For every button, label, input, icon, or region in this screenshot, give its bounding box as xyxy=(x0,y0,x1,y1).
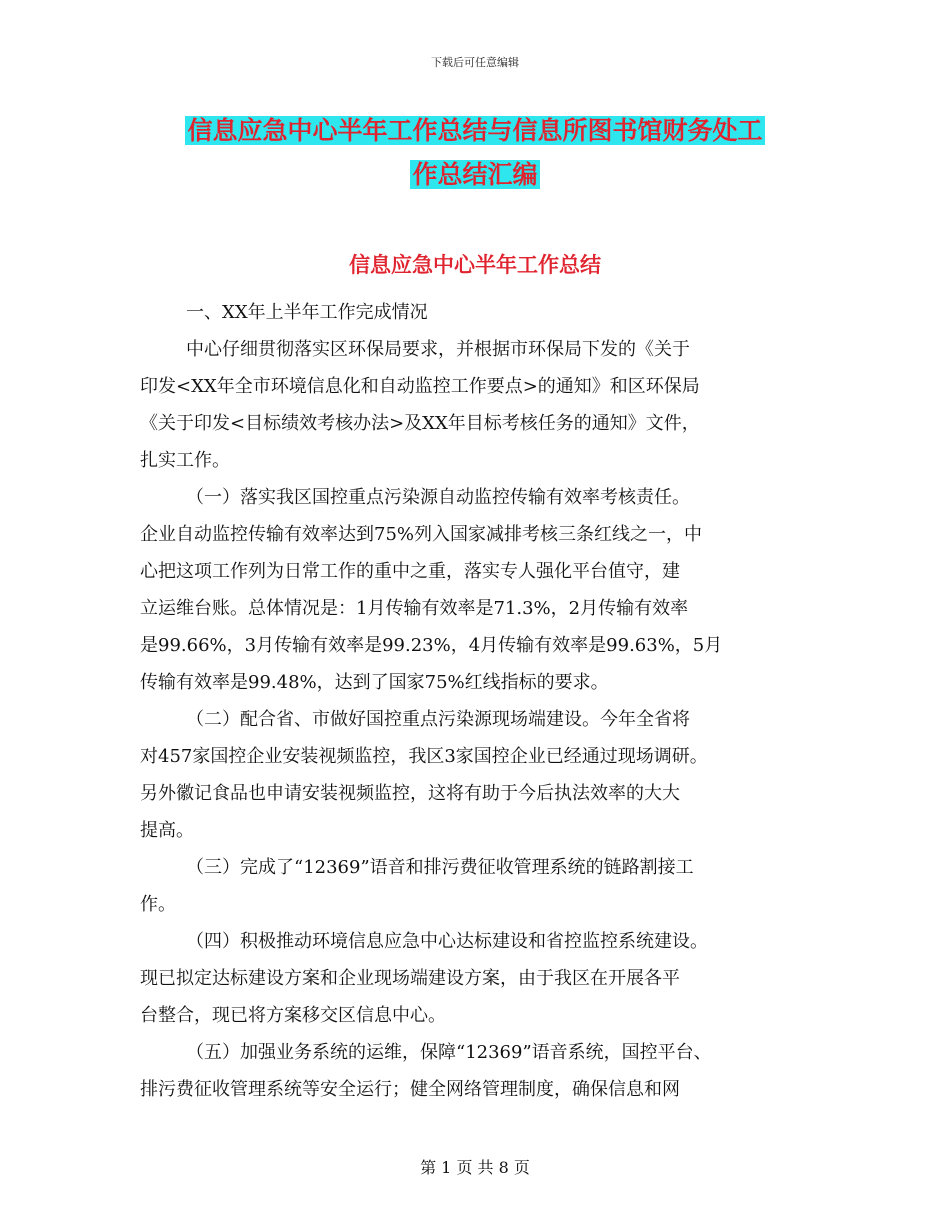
paragraph-line: 是99.66%，3月传输有效率是99.23%，4月传输有效率是99.63%，5月 xyxy=(140,635,723,656)
paragraph-line: 另外徽记食品也申请安装视频监控，这将有助于今后执法效率的大大 xyxy=(140,783,680,804)
paragraph-line: 扎实工作。 xyxy=(140,450,230,471)
paragraph-line: 对457家国控企业安装视频监控，我区3家国控企业已经通过现场调研。 xyxy=(140,746,708,767)
document-title-line-2 xyxy=(0,155,950,195)
paragraph-line: （二）配合省、市做好国控重点污染源现场端建设。今年全省将 xyxy=(186,709,690,730)
paragraph-line: 现已拟定达标建设方案和企业现场端建设方案，由于我区在开展各平 xyxy=(140,968,680,989)
paragraph-line: （四）积极推动环境信息应急中心达标建设和省控监控系统建设。 xyxy=(186,931,708,952)
paragraph-line: 《关于印发<目标绩效考核办法>及XX年目标考核任务的通知》文件， xyxy=(140,413,700,434)
heading-line: 一、XX年上半年工作完成情况 xyxy=(186,302,428,323)
paragraph-line: （三）完成了“12369”语音和排污费征收管理系统的链路割接工 xyxy=(186,857,694,878)
paragraph-line: 传输有效率是99.48%，达到了国家75%红线指标的要求。 xyxy=(140,672,609,693)
paragraph-line: 台整合，现已将方案移交区信息中心。 xyxy=(140,1005,446,1026)
paragraph-line: （一）落实我区国控重点污染源自动监控传输有效率考核责任。 xyxy=(186,487,690,508)
paragraph-line: 印发<XX年全市环境信息化和自动监控工作要点>的通知》和区环保局 xyxy=(140,376,700,397)
paragraph-line: 企业自动监控传输有效率达到75%列入国家减排考核三条红线之一，中 xyxy=(140,524,703,545)
paragraph-line: 心把这项工作列为日常工作的重中之重，落实专人强化平台值守，建 xyxy=(140,561,680,582)
section-title: 信息应急中心半年工作总结 xyxy=(349,253,601,277)
document-title-line-1-text: 信息应急中心半年工作总结与信息所图书馆财务处工 xyxy=(187,116,763,145)
paragraph-line: 立运维台账。总体情况是：1月传输有效率是71.3%，2月传输有效率 xyxy=(140,598,689,619)
page-footer: 第 1 页 共 8 页 xyxy=(420,1158,530,1177)
paragraph-line: （五）加强业务系统的运维，保障“12369”语音系统，国控平台、 xyxy=(186,1042,712,1063)
page-header-note: 下载后可任意编辑 xyxy=(431,56,519,69)
paragraph-line: 排污费征收管理系统等安全运行；健全网络管理制度，确保信息和网 xyxy=(140,1079,680,1100)
paragraph-line: 提高。 xyxy=(140,820,194,841)
document-title-line-1 xyxy=(0,111,950,151)
paragraph-line: 作。 xyxy=(140,894,176,915)
paragraph-line: 中心仔细贯彻落实区环保局要求，并根据市环保局下发的《关于 xyxy=(186,339,690,360)
document-title-line-2-text: 作总结汇编 xyxy=(412,160,538,189)
